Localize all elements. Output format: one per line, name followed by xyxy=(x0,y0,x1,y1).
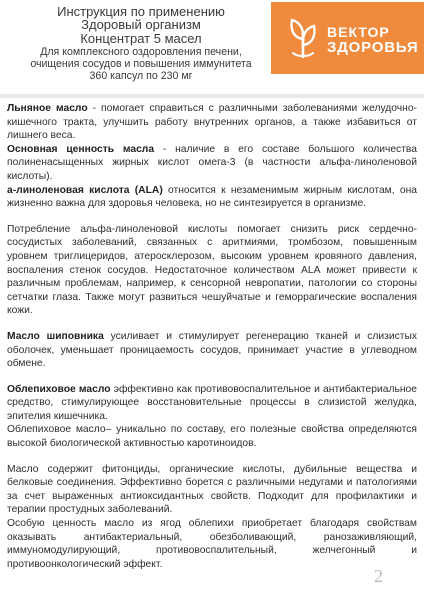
subheading-line-2: очищения сосудов и повышения иммунитета xyxy=(30,58,252,71)
page-number: 2 xyxy=(374,566,383,586)
term-ala: a-линоленовая кислота (ALA) xyxy=(7,184,163,196)
paragraph-ala xyxy=(7,184,417,211)
header-divider xyxy=(0,94,424,98)
paragraph-sea-buckthorn-unique: Облепиховое масло– уникально по составу, его полезные свойства определяются высокой биологической активностью каротиноидов. xyxy=(7,424,417,450)
term-rosehip-oil: Масло шиповника xyxy=(7,330,104,342)
paragraph-sea-buckthorn-oil xyxy=(7,383,417,424)
paragraph-oil-value xyxy=(7,143,417,184)
leaf-icon xyxy=(287,15,319,59)
oil-value-text: - наличие в его составе большого количества полиненасыщенных жирных кислот омега-3 (в частности альфа-линоленовой кислоты). xyxy=(7,143,418,182)
instruction-heading xyxy=(0,5,282,83)
heading-line-3: Концентрат 5 масел xyxy=(80,30,202,46)
brand-name-line-1: ВЕКТОР xyxy=(327,24,390,40)
subheading-line-1: Для комплексного оздоровления печени, xyxy=(40,46,242,59)
brand-name-line-2: ЗДОРОВЬЯ xyxy=(327,39,419,56)
rosehip-oil-text: усиливает и стимулирует регенерацию тканей и слизистых оболочек, уменьшает проницаемость сосудов, принимает участие в углеводном обмене. xyxy=(7,330,417,370)
instruction-body xyxy=(7,102,417,571)
flax-oil-text: - помогает справиться с различными заболеваниями желудочно-кишечного тракта, улучшить работу внутренних органов, а также избавиться от лишнего веса. xyxy=(7,103,417,142)
subheading-line-3: 360 капсул по 230 мг xyxy=(89,69,193,82)
ala-text: относится к незаменимым жирным кислотам, она жизненно важна для здоровья человека, но не синтезируется в организме. xyxy=(7,184,417,210)
paragraph-oil-properties: Особую ценность масло из ягод облепихи приобретает благодаря свойствам оказывать антибактериальный, обезболивающий, ранозаживляющий, иммуномодулирующий, противовоспалительный, желчегонный и противоонкологический эффект. xyxy=(7,518,417,570)
term-oil-value: Основная ценность масла xyxy=(7,143,155,155)
brand-logo xyxy=(271,2,424,74)
page-header xyxy=(0,0,424,92)
brand-name xyxy=(327,24,418,56)
paragraph-rosehip-oil xyxy=(7,330,417,371)
heading-line-1: Инструкция по применению xyxy=(57,4,225,19)
heading-line-2: Здоровый организм xyxy=(81,17,201,33)
paragraph-oil-contents: Масло содержит фитонциды, органические кислоты, дубильные вещества и белковые соединения. Эффективно борется с различными недугами и патологиями за счет выраженных антиоксидантных свойств. Подходит для профилактики и терапии простудных заболеваний. xyxy=(7,463,417,516)
term-flax-oil: Льняное масло xyxy=(7,103,88,114)
paragraph-ala-consumption: Потребление альфа-линоленовой кислоты помогает снизить риск сердечно-сосудистых заболеваний, связанных с аритмиями, тромбозом, повышенным уровнем триглицеридов, атеросклерозом, высоким уровнем кровяного давления, воспаления стенок сосудов. Недостаточное количеством ALA может привести к различным проблемам, например, к сенсорной невропатии, патологии со стороны сетчатки глаза. Также могут развиться чешуйчатые и геморрагические воспаления кожи. xyxy=(7,223,417,317)
sea-buckthorn-oil-text: эффективно как противовоспалительное и антибактериальное средство, стимулирующее восстановительные процессы в слизистой желудка, эпителия кишечника. xyxy=(7,383,417,422)
term-sea-buckthorn-oil: Облепиховое масло xyxy=(7,383,111,395)
paragraph-flax-oil xyxy=(7,102,417,143)
